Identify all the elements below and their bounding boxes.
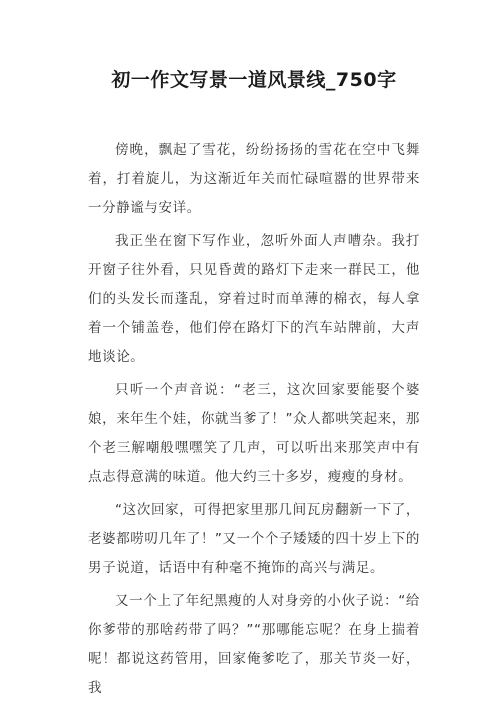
paragraph-3: 只听一个声音说：“老三，这次回家要能娶个婆娘，来年生个娃，你就当爹了！”众人都哄笑起来，那个老三解嘲般嘿嘿笑了几声，可以听出来那笑声中有点志得意满的味道。他大约三十多岁，瘦瘦的身材。 <box>88 382 420 485</box>
document-title: 初一作文写景一道风景线_750字 <box>111 69 397 91</box>
document-body <box>88 136 420 703</box>
paragraph-5: 又一个上了年纪黑瘦的人对身旁的小伙子说：“给你爹带的那啥药带了吗？”“那哪能忘呢？在身上揣着呢！都说这药管用，回家俺爹吃了，那关节炎一好，我 <box>88 593 420 696</box>
paragraph-2: 我正坐在窗下写作业，忽听外面人声嘈杂。我打开窗子往外看，只见昏黄的路灯下走来一群民工，他们的头发长而蓬乱，穿着过时而单薄的棉衣，每人拿着一个铺盖卷，他们停在路灯下的汽车站牌前，大声地谈论。 <box>88 233 420 365</box>
paragraph-1: 傍晚，飘起了雪花，纷纷扬扬的雪花在空中飞舞着，打着旋儿，为这渐近年关而忙碌喧嚣的世界带来一分静谧与安详。 <box>88 142 420 216</box>
paragraph-4: “这次回家，可得把家里那几间瓦房翻新一下了，老婆都唠叨几年了！”又一个个子矮矮的四十岁上下的男子说道，话语中有种毫不掩饰的高兴与满足。 <box>88 502 420 576</box>
